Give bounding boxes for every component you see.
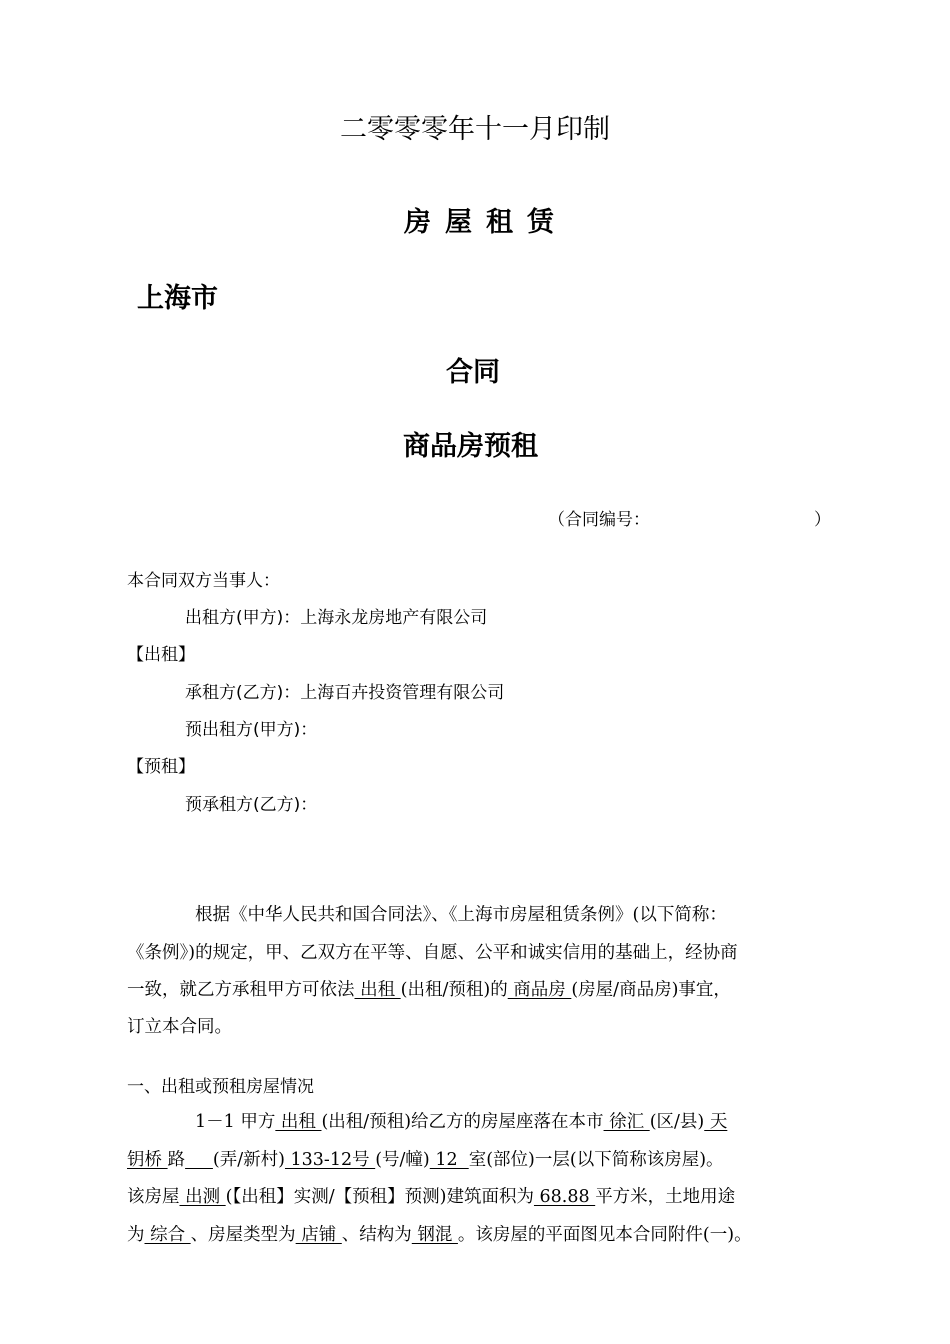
clause-text: 为	[127, 1225, 145, 1245]
title-contract: 合同	[446, 357, 500, 388]
preamble-line-3	[127, 976, 731, 1001]
land-use-field: 综合	[144, 1225, 191, 1245]
clause-1-1-line-1	[195, 1108, 727, 1133]
preamble-text: (房屋/商品房)事宜，	[571, 980, 731, 1000]
preamble-text: 一致，就乙方承租甲方可依法	[127, 980, 355, 1000]
clause-text: 1－1 甲方	[195, 1112, 276, 1132]
clause-text: 路	[167, 1150, 186, 1170]
lessee-name: 上海百卉投资管理有限公司	[300, 683, 505, 703]
title-commercial-prelease: 商品房预租	[403, 431, 538, 462]
pre-lessee-line: 预承租方(乙方)：	[185, 795, 318, 815]
house-type-field: 商品房	[507, 980, 572, 1000]
city-title: 上海市	[137, 283, 218, 314]
clause-text: 、结构为	[341, 1225, 412, 1245]
structure-field: 钢混	[411, 1225, 458, 1245]
building-number-field: 133-12号	[284, 1150, 376, 1170]
preamble-line-4: 订立本合同。	[127, 1017, 232, 1037]
print-date: 二零零零年十一月印制	[340, 114, 610, 145]
clause-text: 、房屋类型为	[190, 1225, 296, 1245]
contract-number-label: （合同编号：	[548, 510, 650, 530]
lane-field	[185, 1150, 213, 1170]
area-field: 68.88	[533, 1187, 596, 1207]
clause-text: (弄/新村)	[212, 1150, 285, 1170]
prelease-tag: 【预租】	[127, 757, 195, 777]
room-field: 12	[429, 1150, 469, 1170]
lessee-label: 承租方(乙方)：	[185, 683, 301, 703]
lessor-line	[185, 603, 487, 628]
measure-type-field: 出测	[179, 1187, 226, 1207]
clause-text: (【出租】实测/【预租】预测)建筑面积为	[225, 1187, 534, 1207]
clause-text: (出租/预租)给乙方的房屋座落在本市	[321, 1112, 604, 1132]
clause-text: 室(部位)一层(以下简称该房屋)。	[468, 1150, 724, 1170]
preamble-line-2: 《条例》)的规定，甲、乙双方在平等、自愿、公平和诚实信用的基础上，经协商	[127, 943, 738, 963]
clause-1-1-line-4	[127, 1221, 752, 1246]
clause-text: 平方米，土地用途	[595, 1187, 736, 1207]
clause-text: 。该房屋的平面图见本合同附件(一)。	[457, 1225, 752, 1245]
clause-1-1-line-2	[127, 1146, 724, 1171]
house-category-field: 店铺	[295, 1225, 342, 1245]
clause-text: (号/幢)	[375, 1150, 430, 1170]
district-field: 徐汇	[603, 1112, 650, 1132]
road-field: 钥桥	[127, 1150, 168, 1170]
clause-text: 该房屋	[127, 1187, 180, 1207]
lessor-name: 上海永龙房地产有限公司	[300, 608, 488, 628]
contract-number-close: ）	[814, 510, 831, 530]
parties-heading: 本合同双方当事人：	[127, 571, 280, 591]
lessor-label: 出租方(甲方)：	[185, 608, 301, 628]
lessee-line	[185, 678, 504, 703]
preamble-text: (出租/预租)的	[400, 980, 508, 1000]
preamble-line-1: 根据《中华人民共和国合同法》、《上海市房屋租赁条例》(以下简称：	[195, 905, 727, 925]
lease-type-field: 出租	[275, 1112, 322, 1132]
title-house-lease: 房屋租赁	[404, 207, 568, 238]
road-field: 天	[704, 1112, 728, 1132]
pre-lessor-line: 预出租方(甲方)：	[185, 720, 318, 740]
clause-text: (区/县)	[649, 1112, 705, 1132]
clause-1-1-line-3	[127, 1183, 735, 1208]
lease-tag: 【出租】	[127, 645, 195, 665]
lease-type-field: 出租	[354, 980, 401, 1000]
section-1-heading: 一、出租或预租房屋情况	[127, 1077, 314, 1097]
